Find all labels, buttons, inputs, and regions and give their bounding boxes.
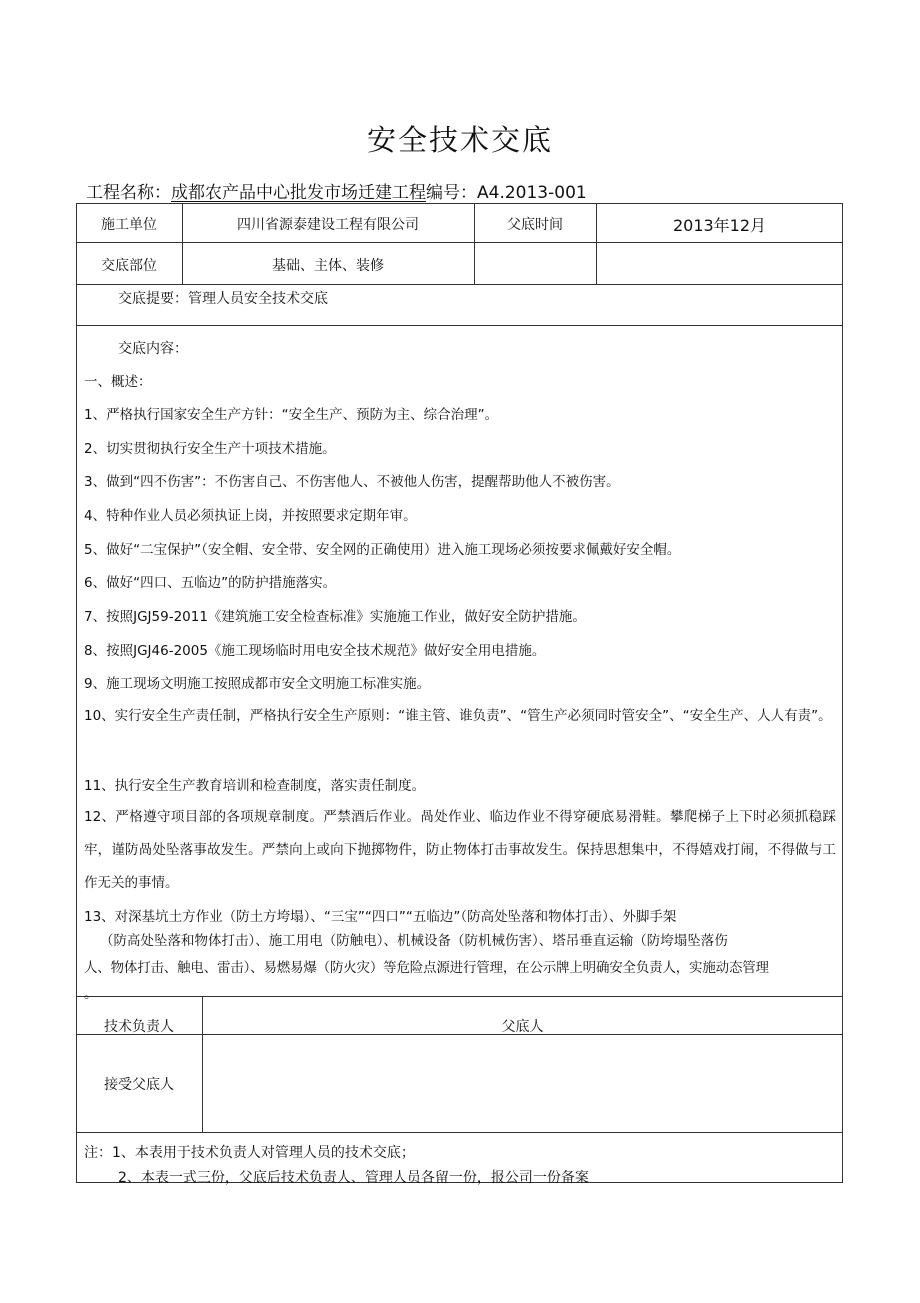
list-item: 8、按照JGJ46-2005《施工现场临时用电安全技术规范》做好安全用电措施。 xyxy=(84,643,546,659)
summary: 交底提要：管理人员安全技术交底 xyxy=(118,291,328,307)
list-item: 4、特种作业人员必须执证上岗，并按照要求定期年审。 xyxy=(84,508,417,524)
list-item: 5、做好“二宝保护”（安全帽、安全带、安全网的正确使用）进入施工现场必须按要求佩戴好安全帽。 xyxy=(84,542,681,558)
row-divider xyxy=(76,1132,843,1133)
document-title: 安全技术交底 xyxy=(366,123,553,157)
list-item: 2、切实贯彻执行安全生产十项技术措施。 xyxy=(84,441,336,457)
project-name: 成都农产品中心批发市场迁建工程 xyxy=(171,183,426,203)
content-heading: 交底内容： xyxy=(118,341,188,357)
unit-value: 四川省源泰建设工程有限公司 xyxy=(237,217,419,233)
handover-label: 父底人 xyxy=(501,1019,544,1035)
row-divider xyxy=(76,325,843,326)
part-value: 基础、主体、装修 xyxy=(272,258,384,274)
time-label: 父底时间 xyxy=(507,217,563,233)
list-item: 6、做好“四口、五临边”的防护措施落实。 xyxy=(84,575,337,591)
list-item: 10、实行安全生产责任制，严格执行安全生产原则：“谁主管、谁负责”、“管生产必须同时管安全”、“安全生产、人人有责”。 xyxy=(84,708,832,724)
code-label: 编号： xyxy=(426,183,477,203)
receiver-label: 接受父底人 xyxy=(104,1077,174,1093)
note-1: 注：1、本表用于技术负责人对管理人员的技术交底； xyxy=(84,1145,415,1161)
item13-line: 。 xyxy=(84,986,98,1002)
list-item: 11、执行安全生产教育培训和检查制度，落实责任制度。 xyxy=(84,778,426,794)
section-heading: 一、概述： xyxy=(84,374,152,390)
item13-line: 人、物体打击、触电、雷击）、易燃易爆（防火灾）等危险点源进行管理，在公示牌上明确安全负责人，实施动态管理 xyxy=(84,960,769,976)
note-2: 2、本表一式三份，父底后技术负责人、管理人员各留一份，报公司一份备案 xyxy=(118,1170,589,1186)
project-line xyxy=(86,178,587,203)
unit-label: 施工单位 xyxy=(101,217,157,233)
time-value: 2013年12月 xyxy=(672,216,767,235)
list-item: 1、严格执行国家安全生产方针：“安全生产、预防为主、综合治理”。 xyxy=(84,407,499,423)
item13-line: （防高处坠落和物体打击）、施工用电（防触电）、机械设备（防机械伤害）、塔吊垂直运输（防垮塌坠落伤 xyxy=(100,933,728,949)
tech-lead-label: 技术负责人 xyxy=(104,1019,174,1035)
list-item: 9、施工现场文明施工按照成都市安全文明施工标准实施。 xyxy=(84,676,431,692)
row-divider xyxy=(76,284,843,285)
item13-line: 13、对深基坑土方作业（防土方垮塌）、“三宝”“四口”“五临边”（防高处坠落和物体打击）、外脚手架 xyxy=(84,909,677,925)
row-divider xyxy=(76,242,843,243)
list-item: 7、按照JGJ59-2011《建筑施工安全检查标准》实施施工作业，做好安全防护措施。 xyxy=(84,609,586,625)
project-label: 工程名称： xyxy=(86,183,171,203)
list-item: 12、严格遵守项目部的各项规章制度。严禁酒后作业。咼处作业、临边作业不得穿硬底易滑鞋。攀爬梯子上下时必须抓稳踩牢，谨防咼处坠落事故发生。严禁向上或向下抛掷物件，防止物体打击事故发生。保持思想集中，不得嬉戏打闹，不得做与工作无关的事情。 xyxy=(84,809,836,891)
part-label: 交底部位 xyxy=(101,258,157,274)
list-item: 3、做到“四不伤害”：不伤害自己、不伤害他人、不被他人伤害，提醒帮助他人不被伤害。 xyxy=(84,474,620,490)
code-value: A4.2013-001 xyxy=(477,183,587,203)
